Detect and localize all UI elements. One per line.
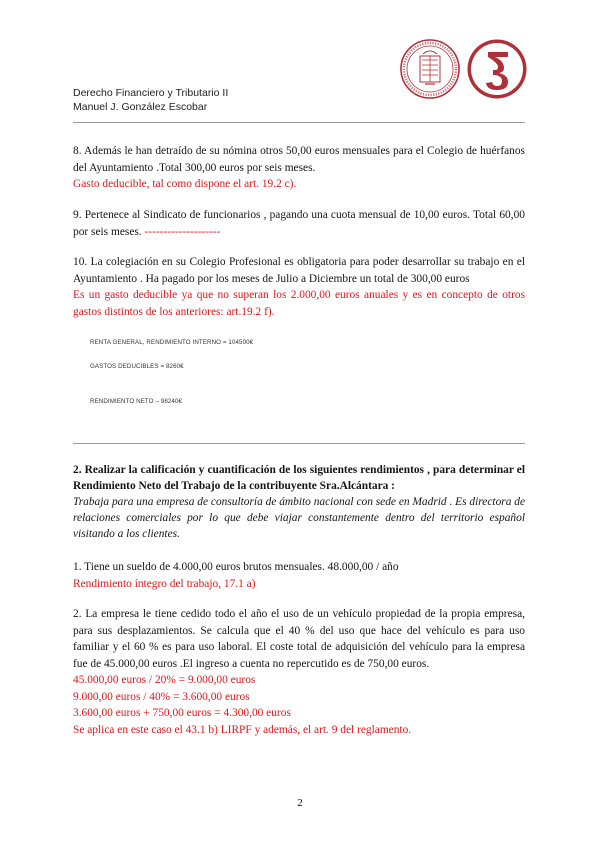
item-8 xyxy=(73,143,525,193)
section-2 xyxy=(73,462,525,542)
question-1-answer: Rendimiento íntegro del trabajo, 17.1 a) xyxy=(73,577,256,590)
section-2-title: 2. Realizar la calificación y cuantificación de los siguientes rendimientos , para determinar el Rendimiento Neto del Trabajo de la contribuyente Sra.Alcántara : xyxy=(73,464,525,492)
section-divider xyxy=(73,443,525,444)
question-2-text: 2. La empresa le tiene cedido todo el año el uso de un vehículo propiedad de la propia empresa, para sus desplazamientos. Se calcula que el 40 % del uso que hace del vehículo es para uso familiar y el 60 % es para uso laboral. El coste total de adquisición del vehículo para la empresa fue de 45.000,00 euros .El ingreso a cuenta no repercutido es de 750,00 euros. xyxy=(73,608,525,670)
item-10 xyxy=(73,254,525,320)
university-seal-logo xyxy=(399,38,461,100)
question-1 xyxy=(73,559,525,592)
section-2-intro: Trabaja para una empresa de consultoría de ámbito nacional con sede en Madrid . Es directora de relaciones comerciales por lo que debe viajar constantemente dentro del territorio español visitando a los clientes. xyxy=(73,496,525,540)
summary-rendimiento: RENTA GENERAL, RENDIMIENTO INTERNO = 104500€ xyxy=(90,339,254,346)
calc-line-2: 9.000,00 euros / 40% = 3.600,00 euros xyxy=(73,690,250,703)
faculty-e-logo xyxy=(466,38,528,100)
header-divider xyxy=(73,122,525,123)
summary-neto: RENDIMIENTO NETO – 98240€ xyxy=(90,398,183,405)
calc-line-3: 3.600,00 euros + 750,00 euros = 4.300,00 euros xyxy=(73,707,291,719)
question-2 xyxy=(73,606,525,738)
item-9 xyxy=(73,207,525,240)
item-10-text: 10. La colegiación en su Colegio Profesional es obligatoria para poder desarrollar su trabajo en el Ayuntamiento . Ha pagado por los meses de Julio a Diciembre un total de 300,00 euros xyxy=(73,256,525,285)
summary-gastos: GASTOS DEDUCIBLES = 8260€ xyxy=(90,363,184,370)
item-9-text: 9. Pertenece al Sindicato de funcionarios , pagando una cuota mensual de 10,00 euros. Total 60,00 por seis meses. xyxy=(73,209,525,238)
calc-line-1: 45.000,00 euros / 20% = 9.000,00 euros xyxy=(73,674,256,686)
legal-note: Se aplica en este caso el 43.1 b) LIRPF y además, el art. 9 del reglamento. xyxy=(73,723,412,736)
item-10-answer: Es un gasto deducible ya que no superan los 2.000,00 euros anuales y es en concepto de otros gastos distintos de los anteriores: art.19.2 f). xyxy=(73,289,525,318)
header-course: Derecho Financiero y Tributario II xyxy=(73,87,229,99)
item-8-text: 8. Además le han detraído de su nómina otros 50,00 euros mensuales para el Colegio de huérfanos del Ayuntamiento .Total 300,00 euros por seis meses. xyxy=(73,145,525,174)
page-number: 2 xyxy=(297,797,303,809)
item-8-answer: Gasto deducible, tal como dispone el art. 19.2 c). xyxy=(73,178,297,190)
item-9-answer: -------------------- xyxy=(144,225,221,238)
question-1-text: 1. Tiene un sueldo de 4.000,00 euros brutos mensuales. 48.000,00 / año xyxy=(73,561,399,573)
header-author: Manuel J. González Escobar xyxy=(73,101,208,113)
